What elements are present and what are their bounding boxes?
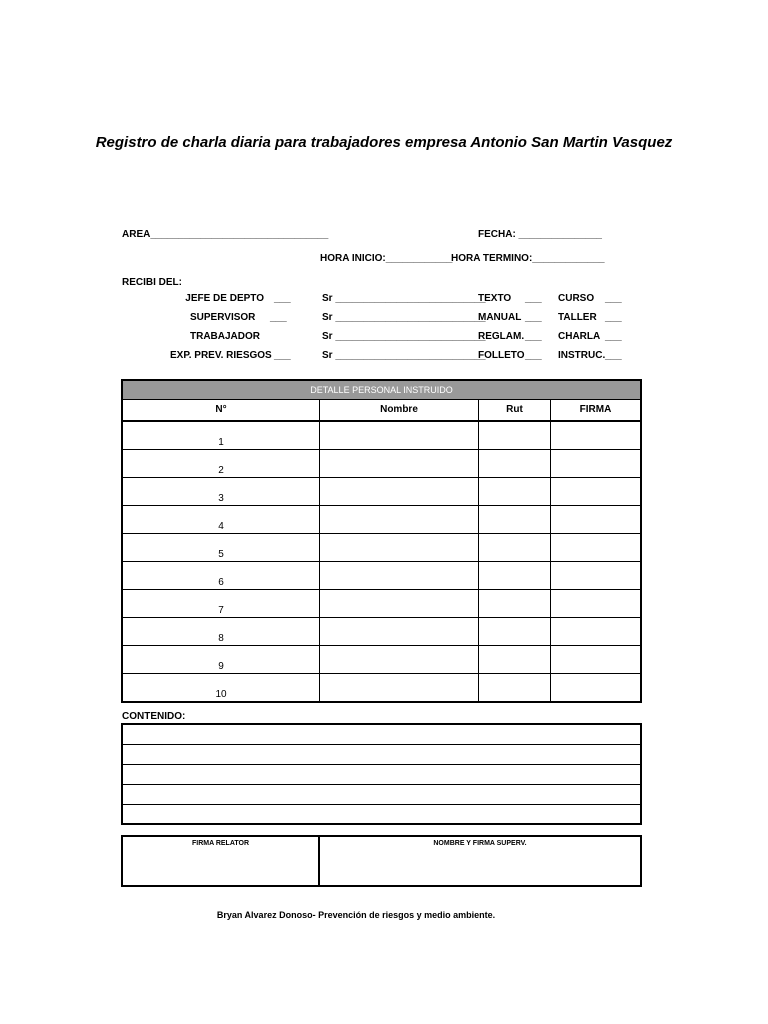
firma-cell[interactable]	[551, 478, 640, 505]
table-row	[123, 422, 640, 450]
recibi-sr-line: Sr ___________________________	[322, 331, 486, 342]
table-row	[123, 450, 640, 478]
recibi-type: MANUAL	[478, 312, 522, 323]
row-number: 7	[123, 590, 320, 617]
recibi-who-blank: ___	[274, 350, 291, 361]
recibi-who: JEFE DE DEPTO	[185, 293, 264, 304]
recibi-type-blank: ___	[605, 293, 622, 304]
table-row	[123, 478, 640, 506]
rut-cell[interactable]	[479, 618, 551, 645]
rut-cell[interactable]	[479, 646, 551, 673]
column-firma: FIRMA	[579, 404, 612, 415]
contenido-line[interactable]	[123, 785, 640, 805]
recibi-type-blank: ___	[525, 350, 542, 361]
fecha-field: FECHA: _______________	[478, 229, 602, 240]
row-number: 4	[123, 506, 320, 533]
firma-cell[interactable]	[551, 450, 640, 477]
column-nombre: Nombre	[320, 400, 479, 420]
recibi-type: CURSO	[558, 293, 595, 304]
rut-cell[interactable]	[479, 422, 551, 449]
rut-cell[interactable]	[479, 478, 551, 505]
table-row	[123, 534, 640, 562]
contenido-line[interactable]	[123, 745, 640, 765]
rut-cell[interactable]	[479, 506, 551, 533]
document-title: Registro de charla diaria para trabajadores empresa Antonio San Martin Vasquez	[95, 134, 673, 151]
row-number: 10	[123, 674, 320, 701]
recibi-type-blank: ___	[525, 293, 542, 304]
recibi-who: EXP. PREV. RIESGOS	[170, 350, 272, 361]
row-number: 9	[123, 646, 320, 673]
firma-cell[interactable]	[551, 674, 640, 701]
rut-cell[interactable]	[479, 674, 551, 701]
recibi-who: SUPERVISOR	[190, 312, 256, 323]
contenido-line[interactable]	[123, 765, 640, 785]
row-number: 8	[123, 618, 320, 645]
recibi-type: TALLER	[558, 312, 597, 323]
recibi-type-blank: ___	[605, 312, 622, 323]
recibi-who-blank: ___	[274, 293, 291, 304]
recibi-who: TRABAJADOR	[190, 331, 260, 342]
column-numero: N°	[123, 400, 320, 420]
column-rut: Rut	[479, 400, 551, 420]
recibi-type-blank: ___	[605, 350, 622, 361]
nombre-cell[interactable]	[320, 590, 479, 617]
recibi-sr-line: Sr ___________________________	[322, 312, 486, 323]
nombre-cell[interactable]	[320, 646, 479, 673]
recibi-sr-line: Sr ___________________________	[322, 350, 486, 361]
rut-cell[interactable]	[479, 590, 551, 617]
firma-supervisor[interactable]: NOMBRE Y FIRMA SUPERV.	[433, 840, 527, 847]
contenido-line[interactable]	[123, 725, 640, 745]
firma-relator[interactable]: FIRMA RELATOR	[123, 837, 320, 885]
footer-text: Bryan Alvarez Donoso- Prevención de riesgos y medio ambiente.	[216, 910, 496, 920]
rut-cell[interactable]	[479, 534, 551, 561]
recibi-type-blank: ___	[525, 331, 542, 342]
nombre-cell[interactable]	[320, 478, 479, 505]
recibi-label: RECIBI DEL:	[122, 277, 182, 288]
recibi-type: REGLAM.	[478, 331, 525, 342]
recibi-type: FOLLETO	[478, 350, 525, 361]
firma-cell[interactable]	[551, 506, 640, 533]
table-row	[123, 618, 640, 646]
table-row	[123, 562, 640, 590]
contenido-label: CONTENIDO:	[122, 711, 186, 722]
nombre-cell[interactable]	[320, 618, 479, 645]
table-row	[123, 506, 640, 534]
nombre-cell[interactable]	[320, 422, 479, 449]
contenido-box[interactable]	[121, 723, 642, 825]
hora-inicio-field: HORA INICIO:____________	[320, 253, 453, 264]
nombre-cell[interactable]	[320, 562, 479, 589]
recibi-sr-line: Sr ___________________________	[322, 293, 486, 304]
nombre-cell[interactable]	[320, 506, 479, 533]
table-row	[123, 646, 640, 674]
firma-cell[interactable]	[551, 618, 640, 645]
firma-cell[interactable]	[551, 562, 640, 589]
recibi-type-blank: ___	[605, 331, 622, 342]
recibi-who-blank: ___	[270, 312, 287, 323]
nombre-cell[interactable]	[320, 674, 479, 701]
row-number: 1	[123, 422, 320, 449]
detail-heading: DETALLE PERSONAL INSTRUIDO	[123, 381, 640, 400]
recibi-type-blank: ___	[525, 312, 542, 323]
signature-box	[121, 835, 642, 887]
recibi-type: CHARLA	[558, 331, 601, 342]
firma-cell[interactable]	[551, 534, 640, 561]
table-row	[123, 674, 640, 701]
firma-cell[interactable]	[551, 646, 640, 673]
row-number: 2	[123, 450, 320, 477]
firma-cell[interactable]	[551, 422, 640, 449]
recibi-type: TEXTO	[478, 293, 512, 304]
nombre-cell[interactable]	[320, 450, 479, 477]
row-number: 6	[123, 562, 320, 589]
rut-cell[interactable]	[479, 450, 551, 477]
table-row	[123, 590, 640, 618]
contenido-line[interactable]	[123, 805, 640, 825]
rut-cell[interactable]	[479, 562, 551, 589]
firma-cell[interactable]	[551, 590, 640, 617]
detail-columns	[123, 400, 640, 422]
area-field: AREA________________________________	[122, 229, 329, 240]
row-number: 5	[123, 534, 320, 561]
hora-termino-field: HORA TERMINO:_____________	[451, 253, 605, 264]
row-number: 3	[123, 478, 320, 505]
detail-table	[121, 379, 642, 703]
recibi-type: INSTRUC.	[558, 350, 606, 361]
nombre-cell[interactable]	[320, 534, 479, 561]
